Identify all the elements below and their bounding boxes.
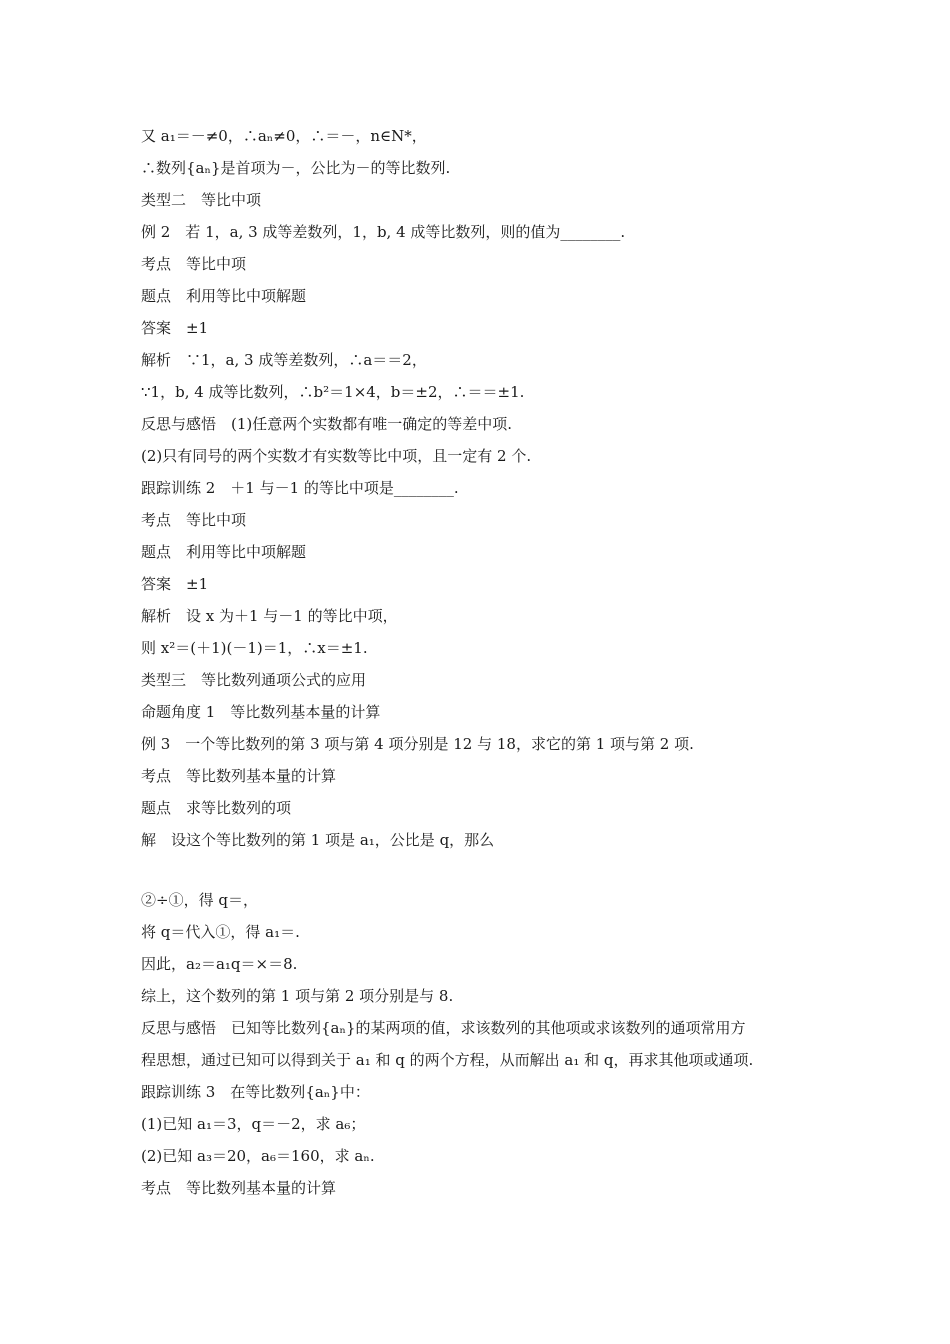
text-line: 跟踪训练 3 在等比数列{aₙ}中： (141, 1083, 370, 1101)
text-line: (2)只有同号的两个实数才有实数等比中项，且一定有 2 个. (141, 447, 532, 465)
text-line: 考点 等比中项 (141, 511, 247, 529)
section-heading: 类型三 等比数列通项公式的应用 (141, 671, 367, 689)
text-line: 因此，a₂＝a₁q＝×＝8. (141, 955, 298, 973)
section-heading: 类型二 等比中项 (141, 191, 262, 209)
example-line: 例 3 一个等比数列的第 3 项与第 4 项分别是 12 与 18，求它的第 1 项与第 2 项. (141, 735, 694, 753)
text-line: 则 x²＝(＋1)(－1)＝1，∴x＝±1. (141, 639, 368, 657)
text-line: 解析 设 x 为＋1 与－1 的等比中项， (141, 607, 398, 625)
text-line: 跟踪训练 2 ＋1 与－1 的等比中项是________. (141, 479, 459, 497)
text-line: (1)已知 a₁＝3，q＝－2，求 a₆； (141, 1115, 366, 1133)
text-line: 反思与感悟 (1)任意两个实数都有唯一确定的等差中项. (141, 415, 513, 433)
text-line: 命题角度 1 等比数列基本量的计算 (141, 703, 381, 721)
text-line: ∴数列{aₙ}是首项为－，公比为－的等比数列. (141, 159, 451, 177)
text-line: 解析 ∵1，a, 3 成等差数列，∴a＝＝2， (141, 351, 427, 369)
text-line: 题点 求等比数列的项 (141, 799, 292, 817)
text-line: 综上，这个数列的第 1 项与第 2 项分别是与 8. (141, 987, 454, 1005)
text-line: 答案 ±1 (141, 319, 209, 337)
text-line: 反思与感悟 已知等比数列{aₙ}的某两项的值，求该数列的其他项或求该数列的通项常用方 (141, 1019, 746, 1037)
text-line: ∵1，b, 4 成等比数列，∴b²＝1×4，b＝±2，∴＝＝±1. (141, 383, 525, 401)
text-line: 答案 ±1 (141, 575, 209, 593)
text-line: 考点 等比中项 (141, 255, 247, 273)
text-line: 将 q＝代入①，得 a₁＝. (141, 923, 300, 941)
text-line: ②÷①，得 q＝， (141, 891, 258, 909)
text-line: (2)已知 a₃＝20，a₆＝160，求 aₙ. (141, 1147, 375, 1165)
text-line: 程思想，通过已知可以得到关于 a₁ 和 q 的两个方程，从而解出 a₁ 和 q，再求其他项或通项. (141, 1051, 754, 1069)
example-line: 例 2 若 1，a, 3 成等差数列，1，b, 4 成等比数列，则的值为________. (141, 223, 626, 241)
text-line: 解 设这个等比数列的第 1 项是 a₁，公比是 q，那么 (141, 831, 495, 849)
text-line: 考点 等比数列基本量的计算 (141, 767, 337, 785)
text-line: 题点 利用等比中项解题 (141, 287, 307, 305)
text-line: 又 a₁＝－≠0，∴aₙ≠0，∴＝－，n∈N*， (141, 127, 427, 145)
text-line: 考点 等比数列基本量的计算 (141, 1179, 337, 1197)
text-line: 题点 利用等比中项解题 (141, 543, 307, 561)
